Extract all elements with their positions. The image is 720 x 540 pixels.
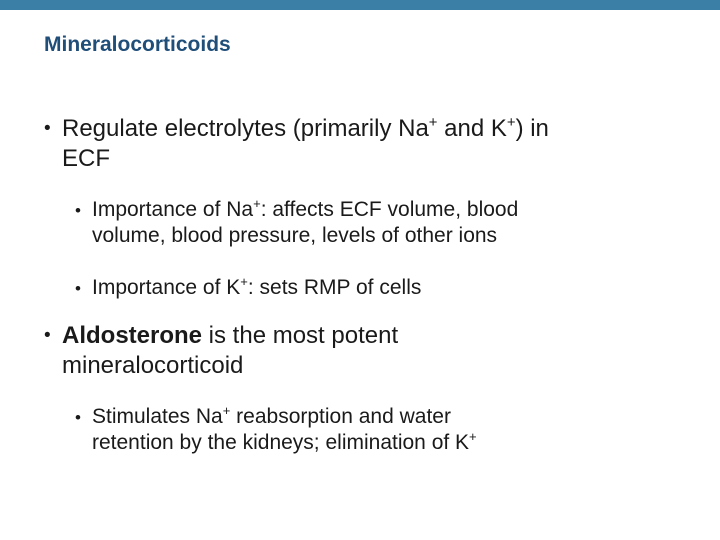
superscript-plus: + [253,195,261,211]
bullet-text: Stimulates Na [92,405,223,428]
subbullet-importance-na [75,195,692,250]
bullet-text: : affects ECF volume, blood [260,198,519,221]
subbullet-importance-k [75,273,692,301]
bullet-text: is the most potent [202,322,399,349]
bullet-text: volume, blood pressure, levels of other ions [92,224,498,248]
bullet-marker: • [44,325,51,346]
bullet-marker: • [75,408,81,427]
superscript-plus: + [428,114,438,131]
bullet-marker: • [75,279,81,298]
bullet-text: Regulate electrolytes (primarily Na [62,115,429,142]
bullet-text: reabsorption and water [230,405,451,428]
superscript-plus: + [469,429,477,445]
top-accent-bar [0,0,720,10]
bullet-text: ) in [515,115,549,142]
bullet-aldosterone [44,321,682,381]
bullet-regulate-electrolytes [44,114,682,174]
bullet-text: Importance of K [92,276,241,299]
bullet-marker: • [75,201,81,220]
superscript-plus: + [506,114,516,131]
bold-term: Aldosterone [62,322,203,349]
superscript-plus: + [240,273,248,289]
bullet-text: mineralocorticoid [62,352,244,379]
bullet-text: Importance of Na [92,198,254,221]
subbullet-stimulates-reabsorption [75,402,692,457]
bullet-text: ECF [62,145,110,172]
bullet-text: retention by the kidneys; elimination of K [92,431,470,455]
bullet-text: and K [437,115,507,142]
slide-title: Mineralocorticoids [44,33,231,56]
bullet-marker: • [44,118,51,139]
superscript-plus: + [222,402,231,418]
bullet-text: : sets RMP of cells [247,276,422,299]
